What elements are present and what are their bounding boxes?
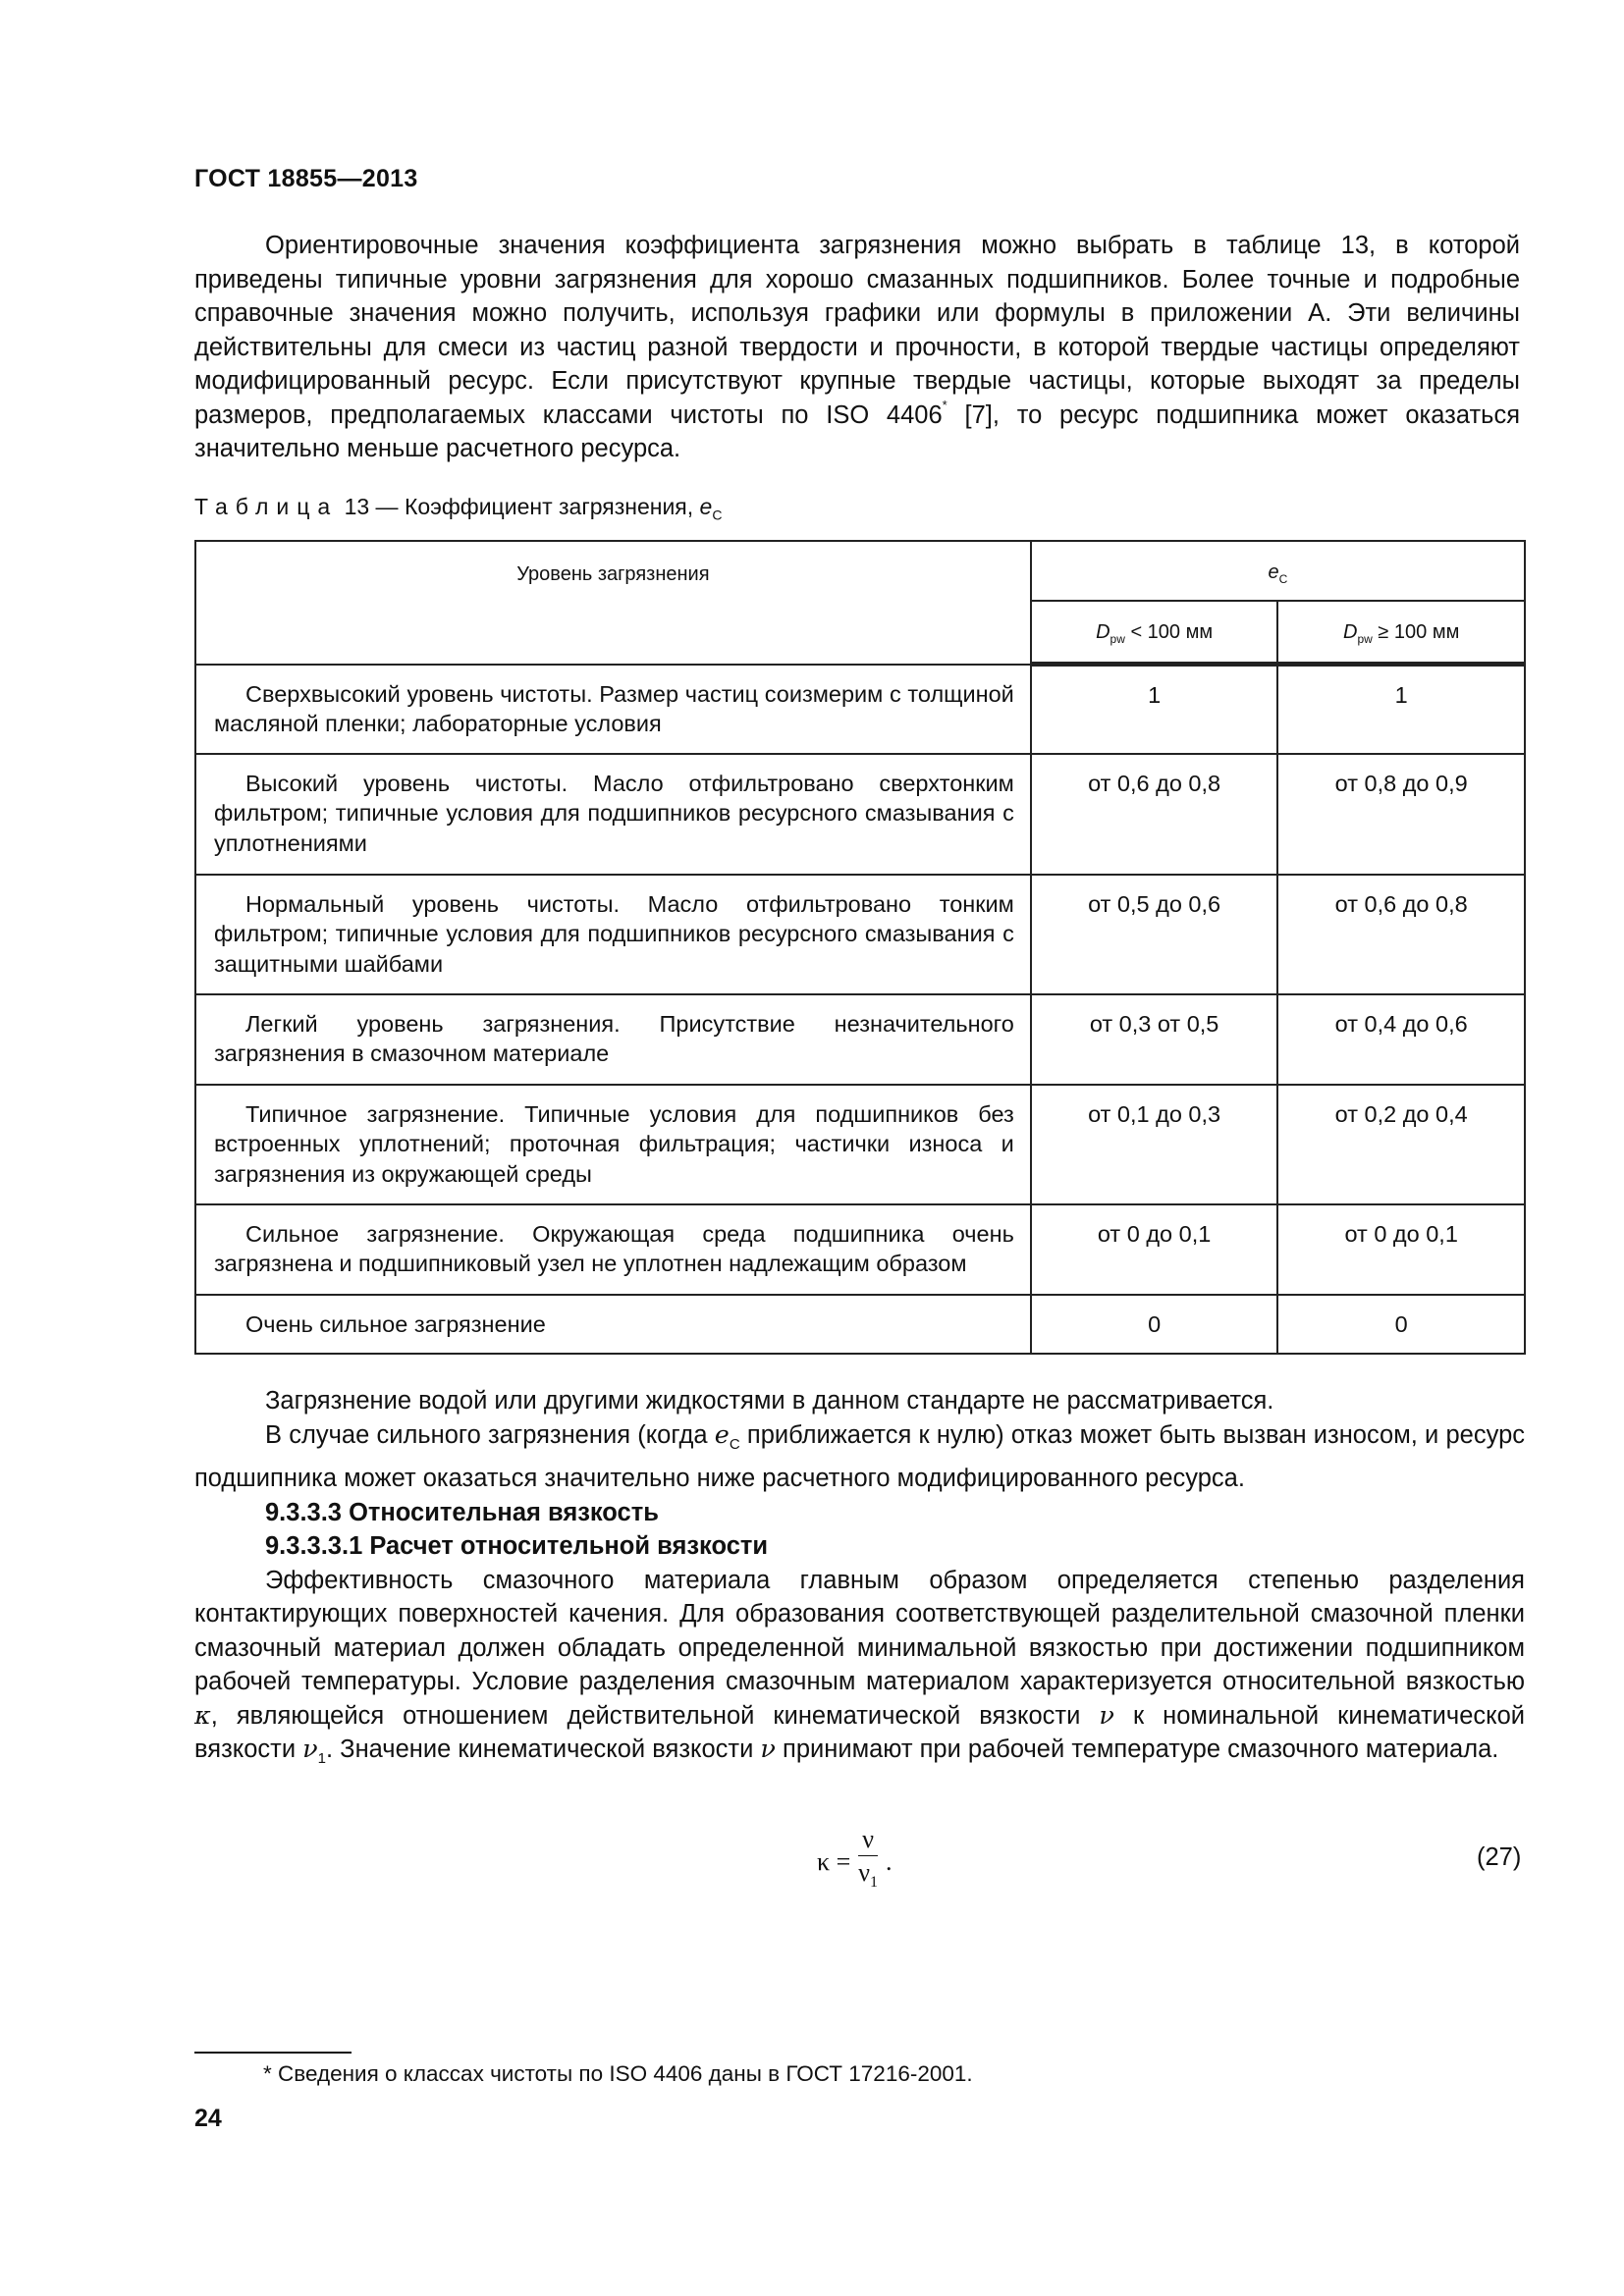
row-description: Легкий уровень загрязнения. Присутствие незначительного загрязнения в смазочном материале bbox=[195, 994, 1031, 1085]
table-row bbox=[195, 875, 1525, 994]
formula-lhs: κ = bbox=[817, 1846, 851, 1876]
table-caption-label: Таблица bbox=[194, 494, 339, 519]
table-row bbox=[195, 754, 1525, 875]
row-value-small: 1 bbox=[1031, 665, 1278, 754]
table-row bbox=[195, 1204, 1525, 1295]
row-value-small: от 0,1 до 0,3 bbox=[1031, 1085, 1278, 1204]
row-value-large: от 0,6 до 0,8 bbox=[1277, 875, 1525, 994]
contamination-table bbox=[194, 540, 1526, 1355]
table-row bbox=[195, 1085, 1525, 1204]
footnote-divider bbox=[194, 2052, 352, 2054]
footnote-marker: * bbox=[942, 397, 947, 412]
row-value-small: от 0,3 от 0,5 bbox=[1031, 994, 1278, 1085]
body-text bbox=[194, 1384, 1525, 1777]
formula-number: (27) bbox=[1477, 1843, 1522, 1871]
intro-text-end: [7], то ресурс подшипника может оказаться значительно меньше расчетного ресурса. bbox=[194, 400, 1521, 462]
row-value-large: от 0,2 до 0,4 bbox=[1277, 1085, 1525, 1204]
formula-27 bbox=[817, 1824, 893, 1899]
row-value-large: от 0,8 до 0,9 bbox=[1277, 754, 1525, 875]
row-value-small: от 0,6 до 0,8 bbox=[1031, 754, 1278, 875]
water-contamination-paragraph: Загрязнение водой или другими жидкостями в данном стандарте не рассматривается. bbox=[265, 1387, 1274, 1415]
row-description: Типичное загрязнение. Типичные условия для подшипников без встроенных уплотнений; проточная фильтрация; частички износа и загрязнения из окружающей среды bbox=[195, 1085, 1031, 1204]
viscosity-paragraph: Эффективность смазочного материала главным образом определяется степенью разделения контактирующих поверхностей качения. Для образования соответствующей разделительной смазочной пленки смазочный материал должен обладать определенной минимальной вязкостью при достижении подшипником рабочей температуры. Условие разделения смазочным материалом характеризуется относительной вязкостью κ, являющейся отношением действительной кинематической вязкости ν к номинальной кинематической вязкости $\nu_1$. Значение кинематической вязкости ν принимают при рабочей температуре смазочного материала. bbox=[194, 1566, 1525, 1768]
row-description: Очень сильное загрязнение bbox=[195, 1295, 1031, 1355]
row-value-large: 1 bbox=[1277, 665, 1525, 754]
row-description: Сверхвысокий уровень чистоты. Размер частиц соизмерим с толщиной масляной пленки; лабораторные условия bbox=[195, 665, 1031, 754]
row-value-small: от 0,5 до 0,6 bbox=[1031, 875, 1278, 994]
table-row bbox=[195, 1295, 1525, 1355]
table-row bbox=[195, 665, 1525, 754]
table-row bbox=[195, 994, 1525, 1085]
formula-fraction bbox=[858, 1824, 878, 1899]
page-number: 24 bbox=[194, 2105, 222, 2132]
row-value-large: от 0 до 0,1 bbox=[1277, 1204, 1525, 1295]
formula-period: . bbox=[886, 1846, 893, 1876]
row-value-large: от 0,4 до 0,6 bbox=[1277, 994, 1525, 1085]
intro-paragraph bbox=[194, 229, 1520, 466]
row-description: Высокий уровень чистоты. Масло отфильтровано сверхтонким фильтром; типичные условия для подшипников ресурсного смазывания с уплотнениями bbox=[195, 754, 1031, 875]
heavy-contamination-paragraph: В случае сильного загрязнения (когда $e_C$ приближается к нулю) отказ может быть вызван износом, и ресурс подшипника может оказаться значительно ниже расчетного модифицированного ресурса. bbox=[194, 1419, 1526, 1493]
row-value-small: 0 bbox=[1031, 1295, 1278, 1355]
intro-text: Ориентировочные значения коэффициента загрязнения можно выбрать в таблице 13, в которой приведены типичные уровни загрязнения для хорошо смазанных подшипников. Более точные и подробные справочные значения можно получить, используя графики или формулы в приложении А. Эти величины действительны для смеси из частиц разной твердости и прочности, в которой твердые частицы определяют модифицированный ресурс. Если присутствуют крупные твердые частицы, которые выходят за пределы размеров, предполагаемых классами чистоты по ISO 4406 bbox=[194, 232, 1520, 429]
header-contamination-level: Уровень загрязнения bbox=[195, 541, 1031, 665]
row-description: Сильное загрязнение. Окружающая среда подшипника очень загрязнена и подшипниковый узел не уплотнен надлежащим образом bbox=[195, 1204, 1031, 1295]
section-heading: 9.3.3.3 Относительная вязкость bbox=[265, 1498, 659, 1526]
row-value-large: 0 bbox=[1277, 1295, 1525, 1355]
header-dpw-large: $D_{pw} \ge 100$ мм bbox=[1277, 601, 1525, 665]
table-caption-text: 13 — Коэффициент загрязнения, bbox=[338, 494, 700, 519]
header-ec: $e_C$ bbox=[1031, 541, 1525, 601]
table-caption bbox=[194, 494, 722, 523]
footnote: * Сведения о классах чистоты по ISO 4406 даны в ГОСТ 17216-2001. bbox=[263, 2061, 973, 2086]
formula-denominator: $\nu_1$ bbox=[858, 1858, 879, 1892]
document-header: ГОСТ 18855—2013 bbox=[194, 165, 418, 192]
table-caption-subscript: C bbox=[712, 507, 723, 523]
header-dpw-small: $D_{pw} < 100$ мм bbox=[1031, 601, 1278, 665]
table-caption-symbol: e bbox=[699, 494, 713, 519]
formula-numerator: ν bbox=[858, 1824, 878, 1856]
row-value-small: от 0 до 0,1 bbox=[1031, 1204, 1278, 1295]
row-description: Нормальный уровень чистоты. Масло отфильтровано тонким фильтром; типичные условия для подшипников ресурсного смазывания с защитными шайбами bbox=[195, 875, 1031, 994]
subsection-heading: 9.3.3.3.1 Расчет относительной вязкости bbox=[265, 1532, 769, 1561]
